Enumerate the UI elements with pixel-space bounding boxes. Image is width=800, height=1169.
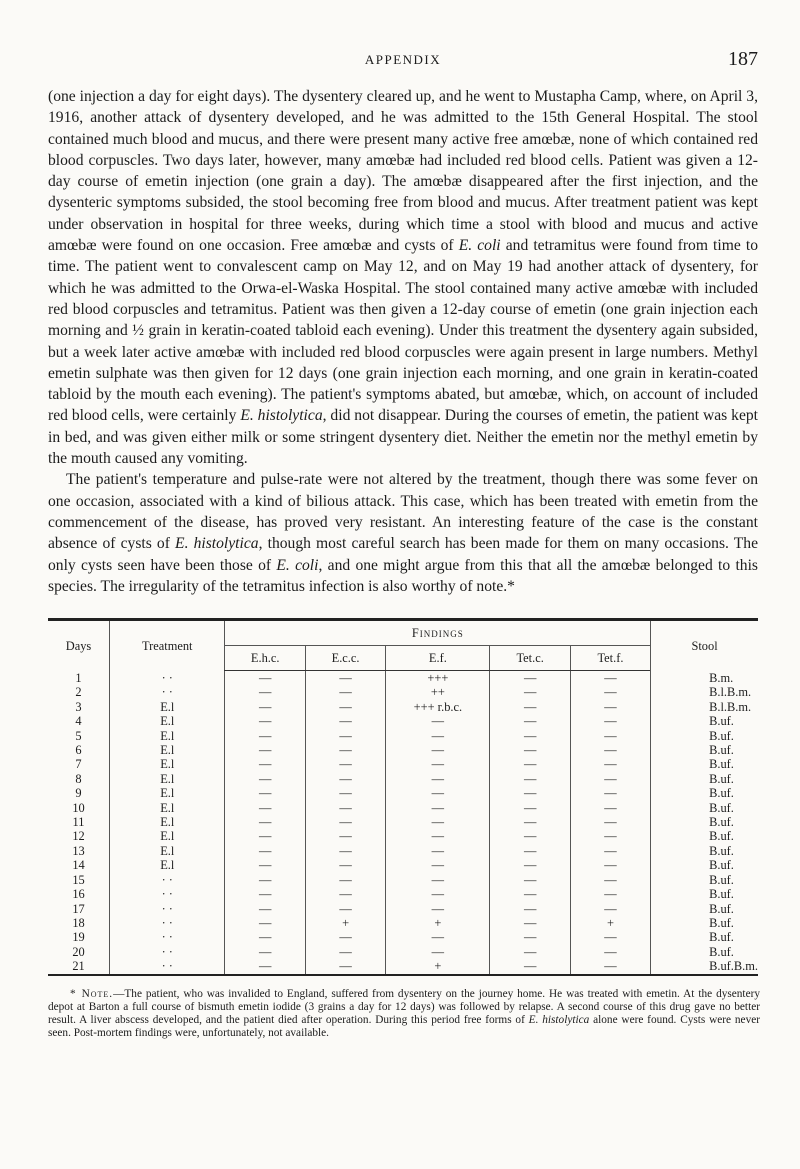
table-row	[48, 945, 758, 959]
cell-tetf: —	[570, 829, 650, 843]
cell-stool: B.uf.	[651, 887, 758, 901]
cell-treatment: · ·	[110, 671, 225, 686]
cell-ehc: —	[225, 930, 305, 944]
table-row	[48, 902, 758, 916]
cell-treatment: · ·	[110, 887, 225, 901]
cell-tetf: —	[570, 685, 650, 699]
cell-stool: B.uf.	[651, 786, 758, 800]
cell-treatment: · ·	[110, 902, 225, 916]
table-row	[48, 714, 758, 728]
table-row	[48, 844, 758, 858]
cell-stool: B.uf.	[651, 829, 758, 843]
cell-ehc: —	[225, 772, 305, 786]
cell-tetc: —	[490, 945, 570, 959]
running-head: APPENDIX	[364, 52, 442, 67]
header-days: Days	[65, 638, 92, 653]
cell-tetf: —	[570, 714, 650, 728]
cell-day: 15	[72, 872, 85, 887]
cell-stool: B.uf.	[651, 729, 758, 743]
cell-ef: —	[386, 829, 490, 843]
table-row	[48, 700, 758, 714]
cell-ecc: —	[305, 729, 385, 743]
header-findings: Findings	[225, 620, 651, 646]
cell-tetc: —	[490, 685, 570, 699]
cell-tetc: —	[490, 815, 570, 829]
cell-ecc: —	[305, 757, 385, 771]
cell-tetf: —	[570, 858, 650, 872]
cell-ehc: —	[225, 945, 305, 959]
table-row	[48, 815, 758, 829]
cell-ecc: —	[305, 930, 385, 944]
cell-tetc: —	[490, 801, 570, 815]
footnote-text-a: —The patient, who was invalided to England, suffered from dysentery on the journey home. He was treated with emetin. At the dysentery depot at Barton a full course of bismuth emetin iodide (3 grains a day for 12 days) was followed by relapse. A second course of this drug gave no better result. A liver abscess developed, and the patient died after operation. During this period free forms of	[48, 988, 760, 1026]
cell-ef: —	[386, 772, 490, 786]
cell-treatment: E.l	[110, 700, 225, 714]
cell-ef: —	[386, 743, 490, 757]
cell-tetc: —	[490, 873, 570, 887]
cell-tetf: —	[570, 772, 650, 786]
table-row	[48, 801, 758, 815]
cell-ecc: —	[305, 700, 385, 714]
cell-ehc: —	[225, 815, 305, 829]
cell-day: 4	[75, 714, 82, 729]
p2-text-b: , though most careful search has been made for them on many occasions. The only cysts seen have been those of	[48, 535, 759, 574]
cell-stool: B.uf.	[651, 858, 758, 872]
table-row	[48, 729, 758, 743]
cell-day: 14	[72, 858, 85, 873]
cell-tetf: +	[570, 916, 650, 930]
cell-stool: B.uf.	[651, 930, 758, 944]
cell-ecc: +	[305, 916, 385, 930]
cell-day: 8	[75, 771, 82, 786]
cell-ef: —	[386, 887, 490, 901]
cell-treatment: E.l	[110, 801, 225, 815]
cell-tetf: —	[570, 887, 650, 901]
cell-treatment: E.l	[110, 829, 225, 843]
cell-ehc: —	[225, 757, 305, 771]
cell-stool: B.uf.	[651, 902, 758, 916]
cell-stool: B.l.B.m.	[651, 700, 758, 714]
cell-stool: B.uf.	[651, 873, 758, 887]
cell-ecc: —	[305, 714, 385, 728]
cell-ehc: —	[225, 729, 305, 743]
cell-ef: —	[386, 858, 490, 872]
cell-ef: +++	[386, 671, 490, 686]
table-body	[48, 671, 758, 975]
cell-day: 13	[72, 843, 85, 858]
cell-ef: —	[386, 844, 490, 858]
header-stool: Stool	[651, 620, 758, 671]
cell-stool: B.uf.	[651, 844, 758, 858]
cell-treatment: E.l	[110, 815, 225, 829]
cell-tetc: —	[490, 786, 570, 800]
cell-ef: —	[386, 714, 490, 728]
cell-day: 10	[72, 800, 85, 815]
cell-stool: B.uf.	[651, 743, 758, 757]
cell-treatment: E.l	[110, 858, 225, 872]
cell-tetf: —	[570, 844, 650, 858]
cell-ef: —	[386, 801, 490, 815]
cell-tetf: —	[570, 700, 650, 714]
table-row	[48, 887, 758, 901]
cell-ecc: —	[305, 829, 385, 843]
cell-ecc: —	[305, 671, 385, 686]
cell-ehc: —	[225, 844, 305, 858]
cell-day: 21	[72, 959, 85, 974]
cell-ecc: —	[305, 743, 385, 757]
cell-treatment: E.l	[110, 729, 225, 743]
cell-day: 16	[72, 887, 85, 902]
p1-text-c: , did not disappear. During the courses of emetin, the patient was kept in bed, and was given either milk or some stringent dysentery diet. Neither the emetin nor the methyl emetin by the mouth caused any vomiting.	[48, 407, 758, 468]
page-header	[48, 48, 758, 76]
cell-tetc: —	[490, 902, 570, 916]
p2-text-a: The patient's temperature and pulse-rate were not altered by the treatment, though there was some fever on one occasion, associated with a kind of bilious attack. This case, which has been treated with emetin from the commencement of the disease, has proved very resistant. An interesting feature of the case is the constant absence of cysts of	[48, 471, 758, 553]
header-treatment: Treatment	[110, 620, 225, 671]
header-ecc: E.c.c.	[305, 646, 385, 671]
findings-table	[48, 618, 758, 976]
body-text	[48, 86, 758, 597]
cell-ecc: —	[305, 959, 385, 974]
cell-ecc: —	[305, 945, 385, 959]
cell-stool: B.uf.	[651, 916, 758, 930]
cell-tetc: —	[490, 829, 570, 843]
cell-ehc: —	[225, 685, 305, 699]
cell-ef: —	[386, 729, 490, 743]
cell-ehc: —	[225, 873, 305, 887]
cell-tetc: —	[490, 858, 570, 872]
p2-text-c: , and one might argue from this that all the amœbæ belonged to this species. The irregularity of the tetramitus infection is also worthy of note.*	[48, 556, 758, 595]
header-tetc: Tet.c.	[490, 646, 570, 671]
cell-treatment: · ·	[110, 930, 225, 944]
cell-day: 17	[72, 901, 85, 916]
table-row	[48, 916, 758, 930]
cell-stool: B.l.B.m.	[651, 685, 758, 699]
cell-tetf: —	[570, 801, 650, 815]
cell-ef: —	[386, 873, 490, 887]
cell-ef: —	[386, 930, 490, 944]
table-row	[48, 671, 758, 686]
cell-tetc: —	[490, 714, 570, 728]
cell-tetf: —	[570, 786, 650, 800]
cell-ef: +	[386, 916, 490, 930]
cell-day: 6	[75, 743, 82, 758]
cell-stool: B.uf.	[651, 757, 758, 771]
cell-stool: B.uf.	[651, 714, 758, 728]
cell-ecc: —	[305, 801, 385, 815]
table-row	[48, 930, 758, 944]
cell-ef: +	[386, 959, 490, 974]
findings-table-wrap	[48, 618, 758, 976]
cell-stool: B.uf.	[651, 945, 758, 959]
cell-treatment: E.l	[110, 743, 225, 757]
cell-tetc: —	[490, 700, 570, 714]
table-row	[48, 829, 758, 843]
cell-stool: B.uf.B.m.	[651, 959, 758, 974]
cell-ef: —	[386, 902, 490, 916]
cell-tetc: —	[490, 844, 570, 858]
table-row	[48, 858, 758, 872]
cell-day: 1	[75, 670, 82, 685]
cell-tetf: —	[570, 873, 650, 887]
cell-ecc: —	[305, 873, 385, 887]
cell-tetf: —	[570, 743, 650, 757]
header-ehc: E.h.c.	[225, 646, 305, 671]
cell-day: 19	[72, 930, 85, 945]
cell-ehc: —	[225, 700, 305, 714]
p2-species-histolytica: E. histolytica	[175, 535, 259, 553]
header-ef: E.f.	[386, 646, 490, 671]
cell-tetc: —	[490, 959, 570, 974]
cell-tetf: —	[570, 757, 650, 771]
header-tetf: Tet.f.	[570, 646, 650, 671]
cell-treatment: E.l	[110, 844, 225, 858]
cell-ehc: —	[225, 887, 305, 901]
p1-species-coli: E. coli	[458, 237, 501, 255]
cell-tetc: —	[490, 743, 570, 757]
cell-ehc: —	[225, 858, 305, 872]
table-row	[48, 772, 758, 786]
table-row	[48, 757, 758, 771]
cell-ef: —	[386, 786, 490, 800]
cell-ecc: —	[305, 815, 385, 829]
cell-day: 3	[75, 699, 82, 714]
table-row	[48, 685, 758, 699]
cell-tetc: —	[490, 916, 570, 930]
cell-ehc: —	[225, 671, 305, 686]
cell-ecc: —	[305, 786, 385, 800]
footnote-text-b: alone were found. Cysts were never seen. Post-mortem findings were, unfortunately, not available.	[48, 1014, 760, 1039]
cell-tetf: —	[570, 930, 650, 944]
cell-tetc: —	[490, 772, 570, 786]
cell-ecc: —	[305, 858, 385, 872]
cell-day: 2	[75, 685, 82, 700]
table-row	[48, 743, 758, 757]
cell-treatment: E.l	[110, 786, 225, 800]
cell-day: 9	[75, 786, 82, 801]
cell-stool: B.uf.	[651, 801, 758, 815]
cell-treatment: · ·	[110, 685, 225, 699]
cell-stool: B.uf.	[651, 772, 758, 786]
p1-text-b: and tetramitus were found from time to time. The patient went to convalescent camp on May 12, and on May 19 had another attack of dysentery, for which he was admitted to the Orwa-el-Waska Hospital. The stool contained many active amœbæ with included red blood corpuscles and tetramitus. Patient was then given a 12-day course of emetin (one grain injection each morning and ½ grain in keratin-coated tabloid each evening). Under this treatment the dysentery again subsided, but a week later active amœbæ with included red blood corpuscles were again present in large numbers. Methyl emetin sulphate was then given for 12 days (one grain injection each morning, and one grain in keratin-coated tabloid by the mouth each evening). The patient's symptoms abated, but amœbæ, which, on account of included red blood cells, were certainly	[48, 237, 758, 425]
cell-tetf: —	[570, 671, 650, 686]
cell-ehc: —	[225, 916, 305, 930]
cell-treatment: E.l	[110, 757, 225, 771]
p1-species-histolytica: E. histolytica	[240, 407, 323, 425]
paragraph-2	[48, 469, 758, 597]
cell-ef: —	[386, 945, 490, 959]
cell-ehc: —	[225, 801, 305, 815]
cell-tetf: —	[570, 815, 650, 829]
cell-treatment: E.l	[110, 772, 225, 786]
footnote-text	[48, 988, 760, 1040]
cell-ehc: —	[225, 786, 305, 800]
cell-day: 12	[72, 829, 85, 844]
cell-treatment: · ·	[110, 959, 225, 974]
cell-ehc: —	[225, 902, 305, 916]
cell-ef: ++	[386, 685, 490, 699]
cell-treatment: E.l	[110, 714, 225, 728]
cell-tetc: —	[490, 930, 570, 944]
cell-stool: B.m.	[651, 671, 758, 686]
cell-day: 18	[72, 915, 85, 930]
cell-ecc: —	[305, 772, 385, 786]
cell-ef: —	[386, 815, 490, 829]
footnote-label: * Note.	[70, 988, 114, 1000]
page-number: 187	[728, 48, 758, 70]
cell-ehc: —	[225, 959, 305, 974]
cell-tetf: —	[570, 959, 650, 974]
p2-species-coli: E. coli	[276, 556, 319, 574]
cell-ehc: —	[225, 829, 305, 843]
table-row	[48, 786, 758, 800]
table-row	[48, 873, 758, 887]
cell-tetc: —	[490, 887, 570, 901]
cell-ehc: —	[225, 714, 305, 728]
cell-day: 11	[72, 815, 85, 830]
cell-stool: B.uf.	[651, 815, 758, 829]
cell-ef: +++ r.b.c.	[386, 700, 490, 714]
cell-day: 5	[75, 728, 82, 743]
table-row	[48, 959, 758, 974]
cell-treatment: · ·	[110, 873, 225, 887]
p1-text-a: (one injection a day for eight days). The dysentery cleared up, and he went to Mustapha Camp, where, on April 3, 1916, another attack of dysentery developed, and he was admitted to the 15th General Hospital. The stool contained much blood and mucus, and there were present many active free amœbæ, none of which contained red blood corpuscles. Two days later, however, many amœbæ had included red blood cells. Patient was given a 12-day course of emetin injection (one grain a day). The amœbæ disappeared after the first injection, and the dysenteric symptoms subsided, the stool becoming free from blood and mucus. After treatment patient was kept under observation in hospital for three weeks, during which time a stool with blood and mucus and active amœbæ were found on one occasion. Free amœbæ and cysts of	[48, 88, 758, 255]
cell-tetc: —	[490, 671, 570, 686]
cell-treatment: · ·	[110, 916, 225, 930]
cell-tetc: —	[490, 757, 570, 771]
footnote-species-histolytica: E. histolytica	[528, 1014, 590, 1026]
cell-tetf: —	[570, 729, 650, 743]
cell-ef: —	[386, 757, 490, 771]
paragraph-1	[48, 86, 758, 469]
cell-tetf: —	[570, 945, 650, 959]
cell-ecc: —	[305, 887, 385, 901]
cell-day: 20	[72, 944, 85, 959]
cell-tetf: —	[570, 902, 650, 916]
cell-ecc: —	[305, 844, 385, 858]
cell-treatment: · ·	[110, 945, 225, 959]
footnote	[48, 988, 760, 1040]
cell-ecc: —	[305, 685, 385, 699]
cell-tetc: —	[490, 729, 570, 743]
cell-ecc: —	[305, 902, 385, 916]
cell-day: 7	[75, 757, 82, 772]
cell-ehc: —	[225, 743, 305, 757]
